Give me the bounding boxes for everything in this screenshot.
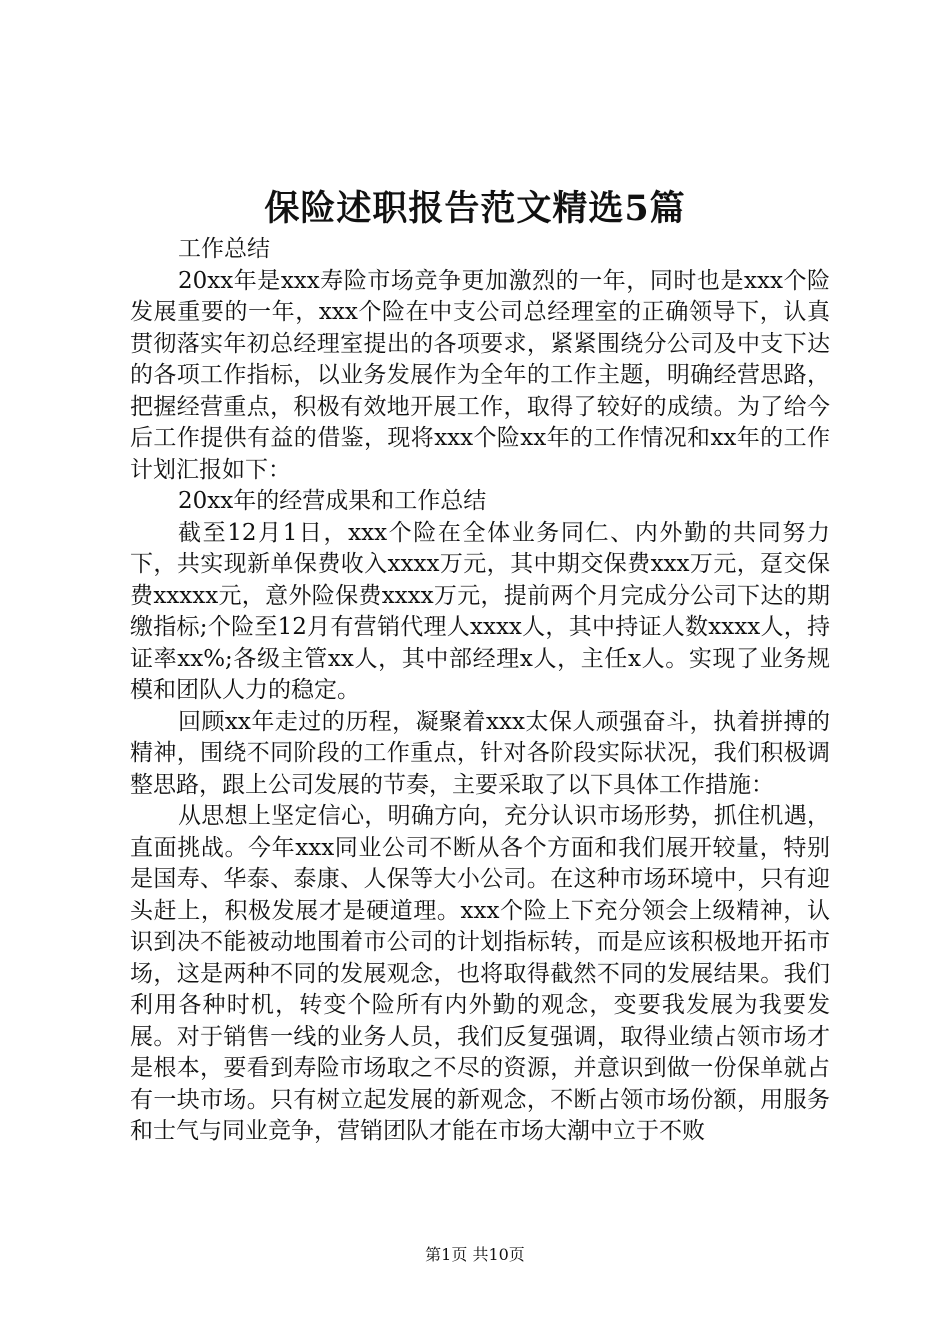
section-heading-results: 20xx年的经营成果和工作总结 — [178, 488, 487, 514]
paragraph-results: 截至12月1日，xxx个险在全体业务同仁、内外勤的共同努力下，共实现新单保费收入xxxx万元，其中期交保费xxx万元，趸交保费xxxxx元，意外险保费xxxx万元，提前两个月完成分公司下达的期缴指标;个险至12月有营销代理人xxxx人，其中持证人数xxxx人，持证率xx%;各级主管xx人，其中部经理x人，主任x人。实现了业务规模和团队人力的稳定。 — [130, 519, 830, 703]
paragraph-measures: 从思想上坚定信心，明确方向，充分认识市场形势，抓住机遇，直面挑战。今年xxx同业公司不断从各个方面和我们展开较量，特别是国寿、华泰、泰康、人保等大小公司。在这种市场环境中，只有迎头赶上，积极发展才是硬道理。xxx个险上下充分领会上级精神，认识到决不能被动地围着市公司的计划指标转，而是应该积极地开拓市场，这是两种不同的发展观念，也将取得截然不同的发展结果。我们利用各种时机，转变个险所有内外勤的观念，变要我发展为我要发展。对于销售一线的业务人员，我们反复强调，取得业绩占领市场才是根本，要看到寿险市场取之不尽的资源，并意识到做一份保单就占有一块市场。只有树立起发展的新观念，不断占领市场份额，用服务和士气与同业竞争，营销团队才能在市场大潮中立于不败 — [130, 803, 830, 1144]
paragraph-intro: 20xx年是xxx寿险市场竞争更加激烈的一年，同时也是xxx个险发展重要的一年，xxx个险在中支公司总经理室的正确领导下，认真贯彻落实年初总经理室提出的各项要求，紧紧围绕分公司及中支下达的各项工作指标，以业务发展作为全年的工作主题，明确经营思路，把握经营重点，积极有效地开展工作，取得了较好的成绩。为了给今后工作提供有益的借鉴，现将xxx个险xx年的工作情况和xx年的工作计划汇报如下： — [130, 267, 830, 483]
document-title: 保险述职报告范文精选5篇 — [264, 188, 686, 229]
document-body — [130, 234, 830, 1148]
page-footer: 第1页 共10页 — [425, 1245, 525, 1264]
paragraph-review: 回顾xx年走过的历程，凝聚着xxx太保人顽强奋斗，执着拼搏的精神，围绕不同阶段的工作重点，针对各阶段实际状况，我们积极调整思路，跟上公司发展的节奏，主要采取了以下具体工作措施： — [130, 708, 830, 798]
section-heading-work-summary: 工作总结 — [178, 236, 270, 262]
